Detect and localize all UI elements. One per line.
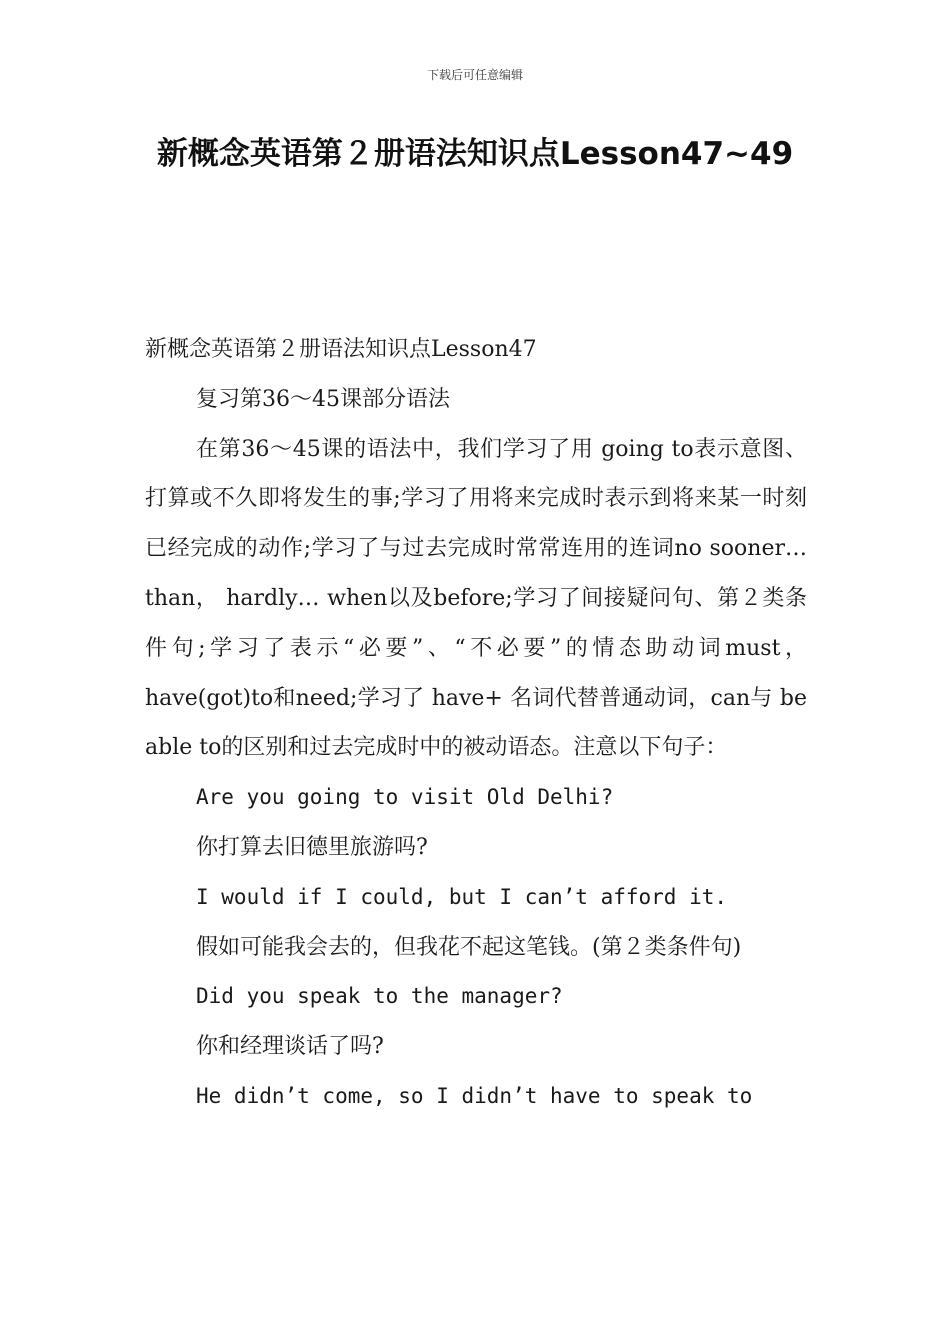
example-sentence-english: Did you speak to the manager? bbox=[196, 984, 563, 1009]
paragraph-review-topic: 复习第36～45课部分语法 bbox=[196, 386, 450, 412]
example-sentence-english: I would if I could, but I can’t afford it. bbox=[196, 884, 728, 909]
example-sentence-chinese: 你和经理谈话了吗? bbox=[196, 1034, 384, 1060]
example-sentence-chinese: 假如可能我会去的，但我花不起这笔钱。(第２类条件句) bbox=[196, 934, 742, 960]
example-sentence-chinese: 你打算去旧德里旅游吗? bbox=[196, 834, 428, 860]
header-note: 下载后可任意编辑 bbox=[426, 68, 523, 82]
paragraph-grammar-summary: 在第36～45课的语法中，我们学习了用 going to表示意图、打算或不久即将发生的事;学习了用将来完成时表示到将来某一时刻已经完成的动作;学习了与过去完成时常常连用的连词no sooner…than， hardly… when以及before;学习了间接疑问句、第２类条件句;学习了表示“必要”、“不必要”的情态助动词must，have(got)to和need;学习了 have+ 名词代替普通动词，can与 be able to的区别和过去完成时中的被动语态。注意以下句子： bbox=[145, 436, 807, 761]
example-sentence-english: He didn’t come, so I didn’t have to speak to bbox=[196, 1083, 753, 1108]
document-title: 新概念英语第２册语法知识点Lesson47~49 bbox=[156, 136, 794, 172]
document-body bbox=[145, 325, 807, 1122]
paragraph-heading: 新概念英语第２册语法知识点Lesson47 bbox=[145, 337, 537, 362]
example-sentence-english: Are you going to visit Old Delhi? bbox=[196, 785, 614, 810]
